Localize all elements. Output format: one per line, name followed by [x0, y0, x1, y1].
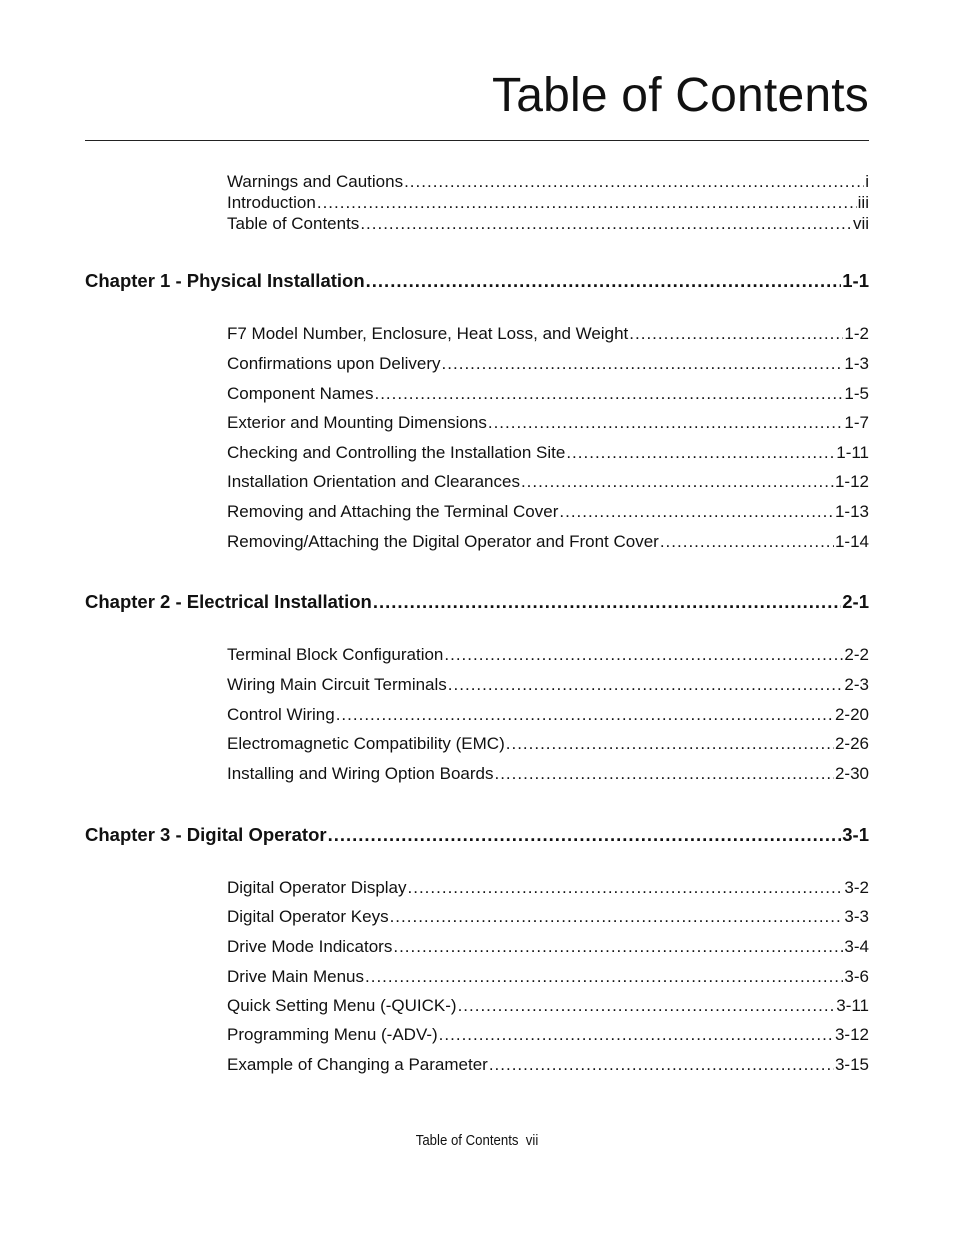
dot-leader — [444, 645, 843, 665]
toc-entry[interactable] — [227, 996, 869, 1016]
dot-leader — [489, 1055, 834, 1075]
toc-entry-title: Example of Changing a Parameter — [227, 1055, 488, 1074]
dot-leader — [366, 270, 842, 292]
dot-leader — [629, 324, 843, 344]
toc-entry-page: 1-13 — [834, 502, 869, 521]
toc-entry-page: 1-5 — [844, 384, 869, 403]
toc-entry-title: Digital Operator Display — [227, 878, 407, 897]
toc-entry-page: 3-6 — [844, 967, 869, 986]
toc-entry-page: 1-14 — [834, 532, 869, 551]
dot-leader — [408, 878, 844, 898]
toc-entry[interactable] — [227, 878, 869, 898]
chapter-page: 3-1 — [842, 824, 869, 845]
toc-entry[interactable] — [227, 705, 869, 725]
dot-leader — [488, 413, 844, 433]
page-footer: Table of Contents vii — [415, 1132, 539, 1149]
dot-leader — [521, 472, 834, 492]
toc-entry-title: Component Names — [227, 384, 374, 403]
toc-entry-title: Drive Mode Indicators — [227, 937, 393, 956]
toc-entry-title: Quick Setting Menu (-QUICK-) — [227, 996, 457, 1015]
toc-entry[interactable] — [227, 1025, 869, 1045]
dot-leader — [404, 172, 864, 192]
toc-entry-page: 2-20 — [834, 705, 869, 724]
toc-entry[interactable] — [227, 734, 869, 754]
toc-entry-page: 1-3 — [844, 354, 869, 373]
toc-entry-page: 3-12 — [834, 1025, 869, 1044]
toc-entry-page: 2-3 — [844, 675, 869, 694]
toc-entry-title: Terminal Block Configuration — [227, 645, 444, 664]
dot-leader — [317, 193, 857, 213]
dot-leader — [365, 967, 843, 987]
toc-entry-title: Confirmations upon Delivery — [227, 354, 441, 373]
toc-entry[interactable] — [227, 324, 869, 344]
toc-entry-title: Checking and Controlling the Installation Site — [227, 443, 566, 462]
dot-leader — [506, 734, 834, 754]
dot-leader — [439, 1025, 834, 1045]
toc-entry-title: Removing/Attaching the Digital Operator and Front Cover — [227, 532, 659, 551]
dot-leader — [458, 996, 836, 1016]
toc-entry-introduction[interactable] — [227, 193, 869, 213]
toc-entry[interactable] — [227, 384, 869, 404]
toc-entry-page: 1-7 — [844, 413, 869, 432]
dot-leader — [393, 937, 843, 957]
toc-chapter-1[interactable] — [85, 270, 869, 292]
toc-entry-title: Table of Contents — [227, 214, 360, 233]
toc-entry-page: 3-4 — [844, 937, 869, 956]
toc-entry[interactable] — [227, 354, 869, 374]
toc-entry-table-of-contents[interactable] — [227, 214, 869, 234]
toc-entry-page: 2-26 — [834, 734, 869, 753]
toc-entry[interactable] — [227, 937, 869, 957]
toc-entry-title: Wiring Main Circuit Terminals — [227, 675, 447, 694]
dot-leader — [494, 764, 833, 784]
toc-entry-title: Introduction — [227, 193, 316, 212]
toc-entry[interactable] — [227, 472, 869, 492]
toc-entry-title: Installing and Wiring Option Boards — [227, 764, 494, 783]
toc-entry[interactable] — [227, 502, 869, 522]
toc-entry-page: 1-2 — [844, 324, 869, 343]
toc-entry-page: 3-11 — [836, 996, 869, 1015]
toc-entry-title: Exterior and Mounting Dimensions — [227, 413, 487, 432]
toc-entry-page: 3-15 — [834, 1055, 869, 1074]
toc-entry-title: Digital Operator Keys — [227, 907, 389, 926]
dot-leader — [336, 705, 834, 725]
toc-entry[interactable] — [227, 645, 869, 665]
toc-entry-page: vii — [852, 214, 869, 233]
toc-entry-title: F7 Model Number, Enclosure, Heat Loss, and Weight — [227, 324, 629, 343]
toc-entry-page: 1-11 — [836, 443, 869, 462]
dot-leader — [566, 443, 835, 463]
toc-entry-title: Installation Orientation and Clearances — [227, 472, 520, 491]
toc-entry-title: Programming Menu (-ADV-) — [227, 1025, 438, 1044]
dot-leader — [374, 384, 843, 404]
toc-chapter-3[interactable] — [85, 824, 869, 846]
toc-entry-title: Warnings and Cautions — [227, 172, 404, 191]
page-title: Table of Contents — [492, 69, 869, 122]
toc-entry-title: Drive Main Menus — [227, 967, 364, 986]
dot-leader — [442, 354, 844, 374]
toc-chapter-2[interactable] — [85, 591, 869, 613]
toc-entry-title: Electromagnetic Compatibility (EMC) — [227, 734, 505, 753]
toc-entry-page: 2-30 — [834, 764, 869, 783]
dot-leader — [660, 532, 834, 552]
toc-entry[interactable] — [227, 907, 869, 927]
toc-entry-title: Removing and Attaching the Terminal Cover — [227, 502, 559, 521]
toc-entry-warnings[interactable] — [227, 172, 869, 192]
toc-entry[interactable] — [227, 532, 869, 552]
toc-entry[interactable] — [227, 764, 869, 784]
dot-leader — [448, 675, 844, 695]
dot-leader — [360, 214, 852, 234]
toc-entry-page: 3-2 — [844, 878, 869, 897]
toc-entry-page: 2-2 — [844, 645, 869, 664]
toc-entry[interactable] — [227, 675, 869, 695]
dot-leader — [559, 502, 834, 522]
chapter-title: Chapter 3 - Digital Operator — [85, 824, 327, 845]
chapter-title: Chapter 1 - Physical Installation — [85, 270, 365, 291]
toc-entry-page: 1-12 — [834, 472, 869, 491]
toc-entry[interactable] — [227, 443, 869, 463]
toc-entry-page: iii — [857, 193, 869, 212]
dot-leader — [328, 824, 842, 846]
toc-entry[interactable] — [227, 1055, 869, 1075]
chapter-page: 1-1 — [842, 270, 869, 291]
toc-entry-title: Control Wiring — [227, 705, 335, 724]
toc-entry-page: 3-3 — [844, 907, 869, 926]
toc-entry[interactable] — [227, 967, 869, 987]
dot-leader — [390, 907, 844, 927]
toc-entry-page: i — [865, 172, 869, 191]
chapter-page: 2-1 — [842, 591, 869, 612]
chapter-title: Chapter 2 - Electrical Installation — [85, 591, 372, 612]
toc-entry[interactable] — [227, 413, 869, 433]
dot-leader — [373, 591, 841, 613]
